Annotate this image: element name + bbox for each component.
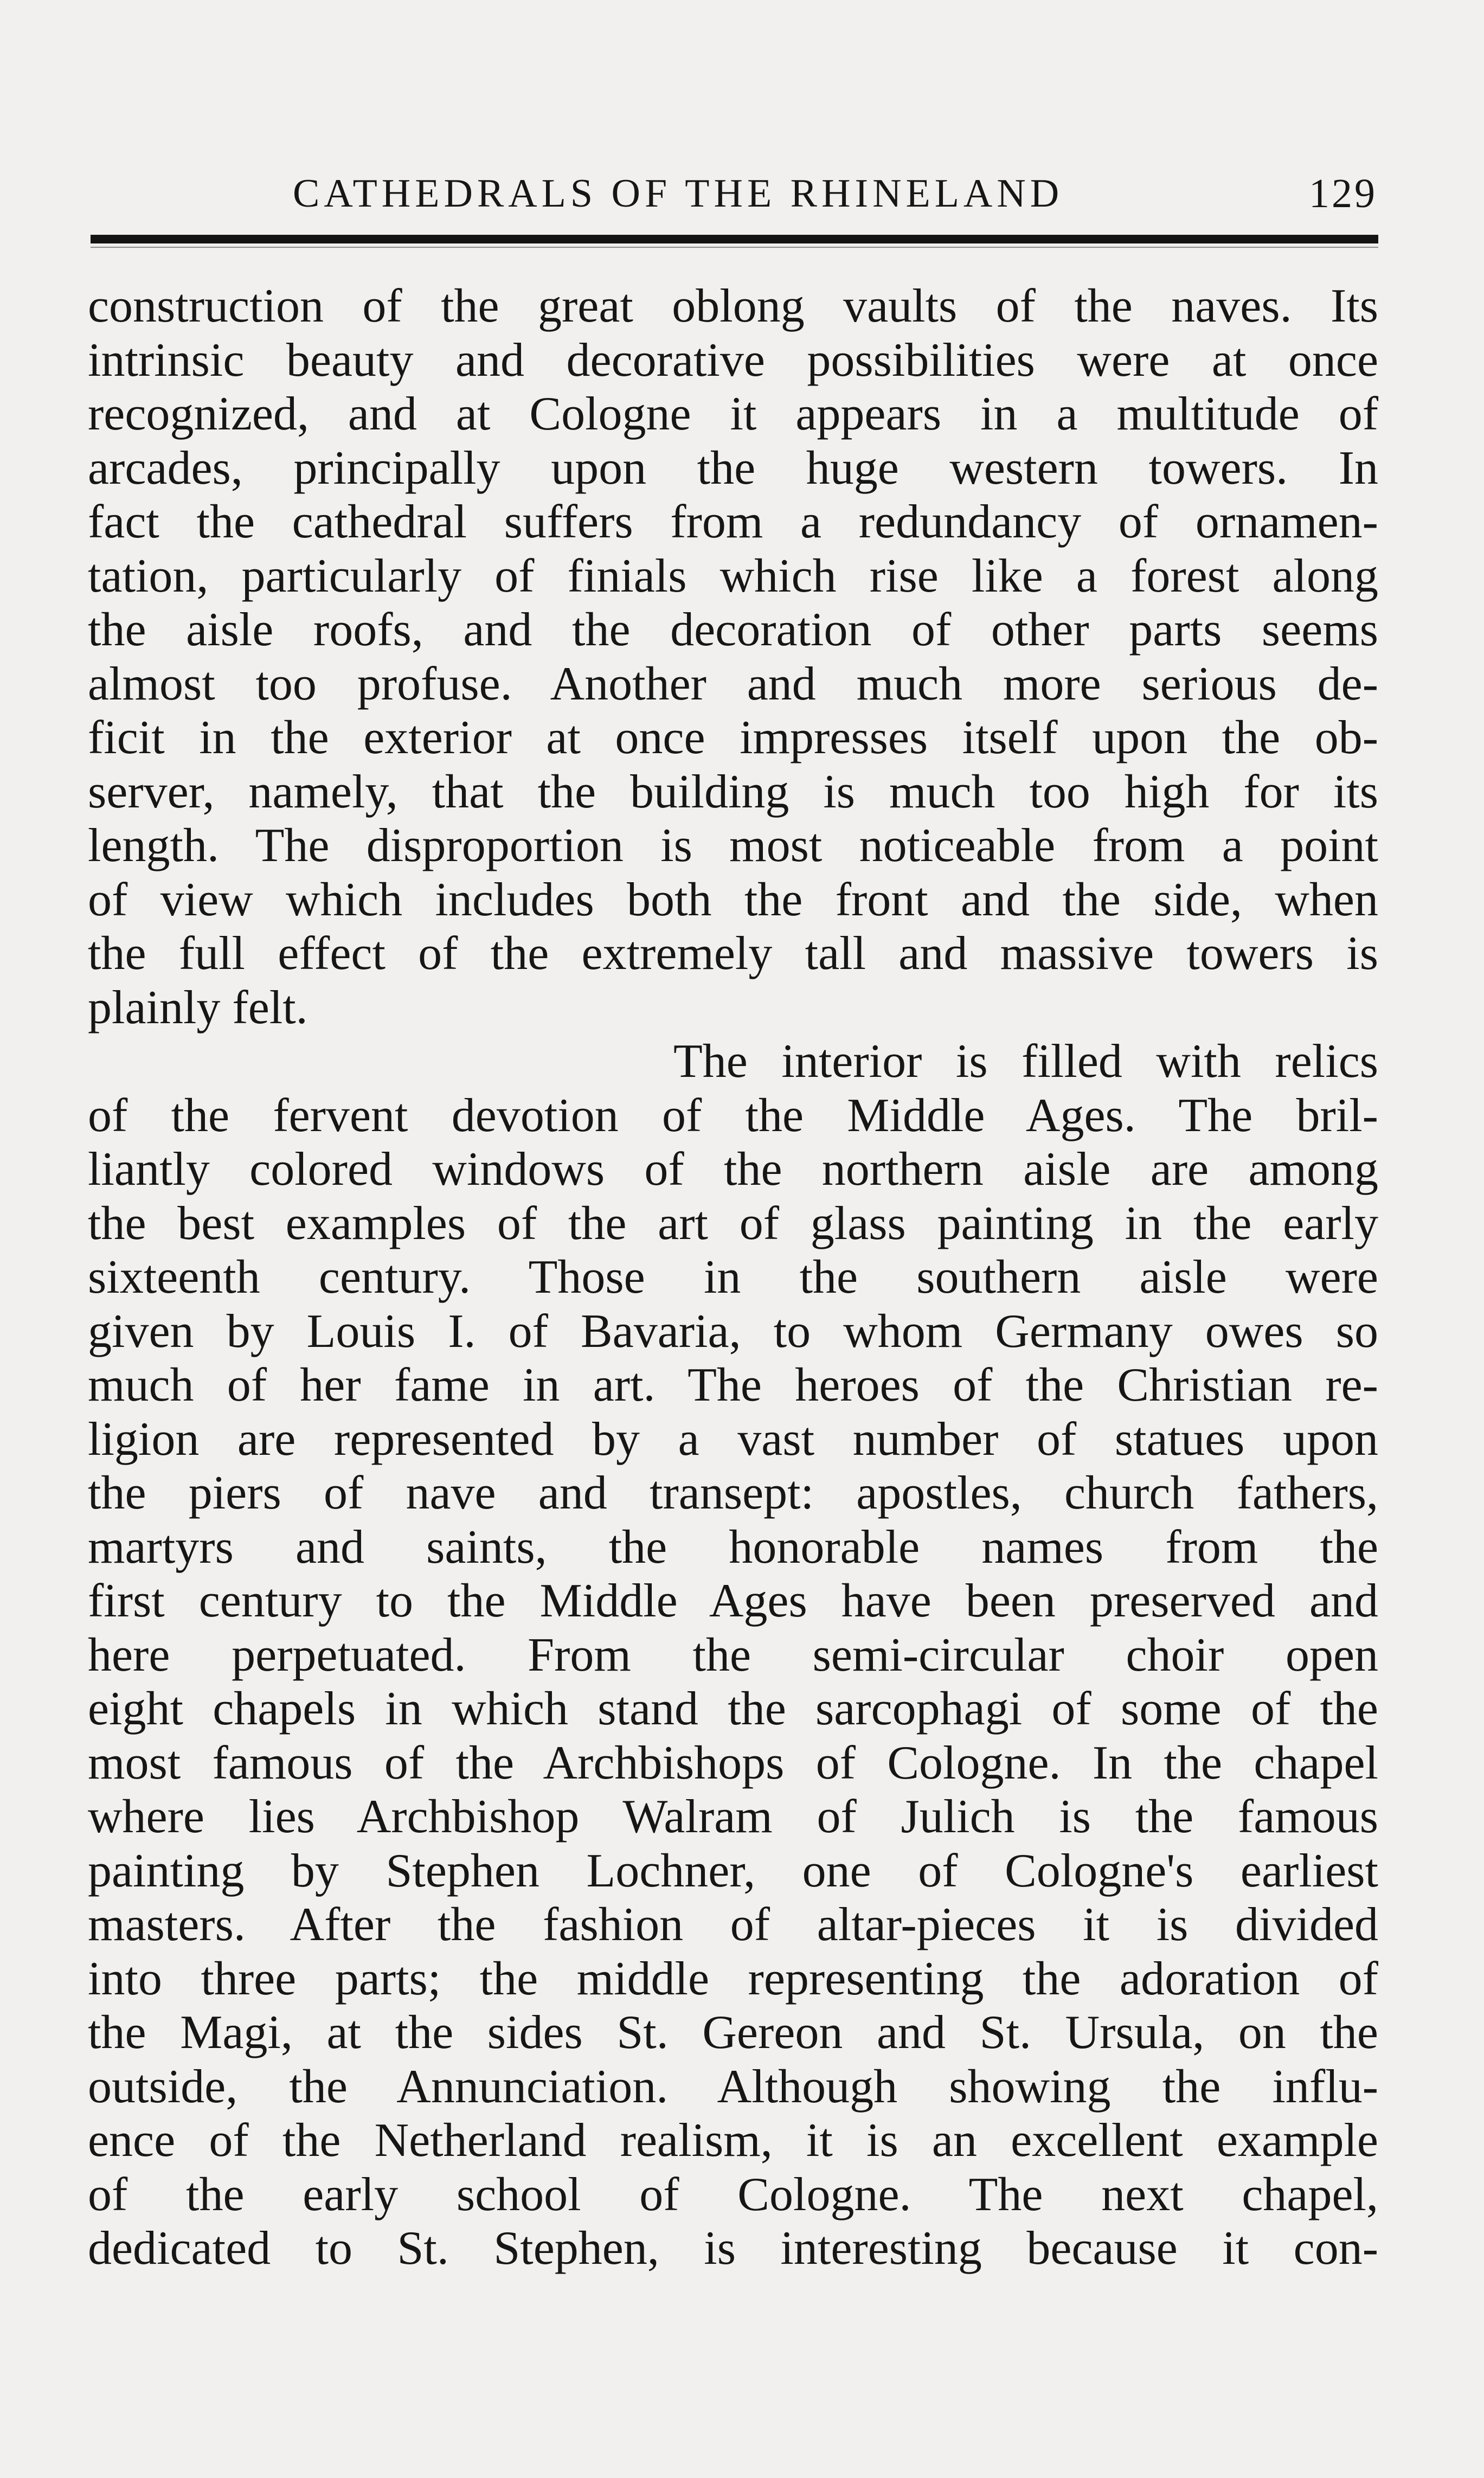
text-line: intrinsic beauty and decorative possibilities were at once <box>88 333 1378 387</box>
text-line: ligion are represented by a vast number of statues upon <box>88 1413 1378 1466</box>
header-rule <box>91 235 1378 243</box>
text-line: arcades, principally upon the huge western towers. In <box>88 441 1378 495</box>
paragraph-end-line: plainly felt. <box>88 981 308 1034</box>
text-line: ence of the Netherland realism, it is an excellent example <box>88 2114 1378 2167</box>
text-line: of the fervent devotion of the Middle Ages. The bril- <box>88 1089 1378 1142</box>
text-line: the aisle roofs, and the decoration of other parts seems <box>88 604 1378 656</box>
text-line: masters. After the fashion of altar-pieces it is divided <box>88 1898 1378 1951</box>
text-line: liantly colored windows of the northern aisle are among <box>88 1143 1378 1196</box>
text-line: first century to the Middle Ages have been preserved and <box>88 1575 1378 1627</box>
text-line: the full effect of the extremely tall and massive towers is <box>88 927 1378 980</box>
text-line: eight chapels in which stand the sarcophagi of some of the <box>88 1683 1378 1735</box>
text-line: recognized, and at Cologne it appears in a multitude of <box>88 388 1378 440</box>
text-line: given by Louis I. of Bavaria, to whom Germany owes so <box>88 1305 1378 1358</box>
text-line: painting by Stephen Lochner, one of Cologne's earliest <box>88 1844 1378 1897</box>
text-line: martyrs and saints, the honorable names from the <box>88 1520 1378 1574</box>
running-header <box>293 169 1377 218</box>
text-line: into three parts; the middle representing the adoration of <box>88 1952 1378 2005</box>
text-line: the Magi, at the sides St. Gereon and St. Ursula, on the <box>88 2006 1378 2059</box>
text-line: length. The disproportion is most noticeable from a point <box>88 819 1378 872</box>
paragraph-start-line: The interior is filled with relics <box>673 1035 1378 1088</box>
text-line: ficit in the exterior at once impresses itself upon the ob- <box>88 711 1378 764</box>
text-line: almost too profuse. Another and much more serious de- <box>88 657 1378 710</box>
text-line: where lies Archbishop Walram of Julich is the famous <box>88 1790 1378 1843</box>
running-title: CATHEDRALS OF THE RHINELAND <box>293 171 1064 216</box>
text-line: the best examples of the art of glass painting in the early <box>88 1197 1378 1250</box>
text-line: of the early school of Cologne. The next chapel, <box>88 2168 1378 2221</box>
text-line: of view which includes both the front and the side, when <box>88 873 1378 926</box>
text-line: the piers of nave and transept: apostles, church fathers, <box>88 1467 1378 1519</box>
body-text <box>88 279 1378 2276</box>
text-line: construction of the great oblong vaults of the naves. Its <box>88 280 1378 332</box>
text-line: fact the cathedral suffers from a redundancy of ornamen- <box>88 496 1378 548</box>
text-line: much of her fame in art. The heroes of the Christian re- <box>88 1359 1378 1411</box>
text-line: dedicated to St. Stephen, is interesting because it con- <box>88 2222 1378 2275</box>
header-rule-thin <box>91 247 1378 248</box>
text-line: outside, the Annunciation. Although showing the influ- <box>88 2060 1378 2113</box>
text-line: sixteenth century. Those in the southern aisle were <box>88 1251 1378 1304</box>
text-line: tation, particularly of finials which rise like a forest along <box>88 549 1378 602</box>
text-line: here perpetuated. From the semi-circular choir open <box>88 1628 1378 1681</box>
text-line: most famous of the Archbishops of Cologne. In the chapel <box>88 1736 1378 1789</box>
text-line: server, namely, that the building is much too high for its <box>88 765 1378 818</box>
page-number: 129 <box>1309 171 1377 216</box>
